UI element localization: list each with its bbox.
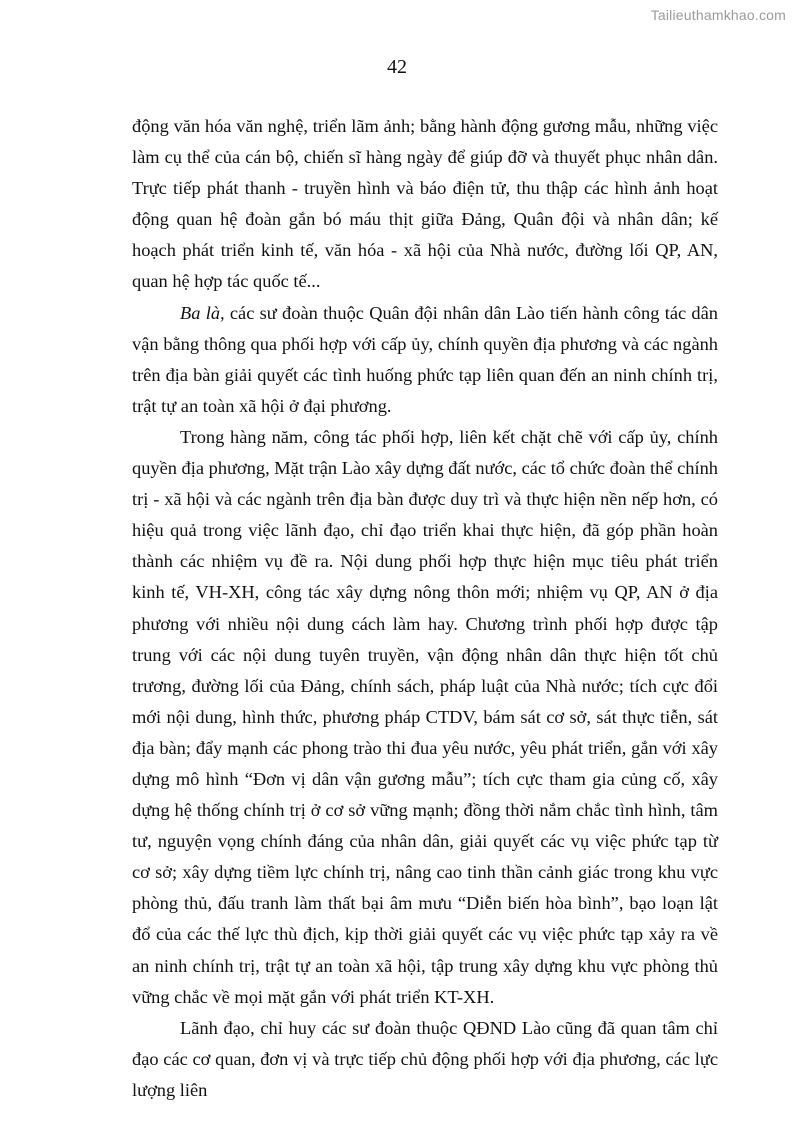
watermark-text: Tailieuthamkhao.com [650, 7, 786, 23]
page-number: 42 [387, 56, 407, 78]
paragraph-3 [132, 422, 718, 1013]
paragraph-2-text: các sư đoàn thuộc Quân đội nhân dân Lào tiến hành công tác dân vận bằng thông qua phối hợp với cấp ủy, chính quyền địa phương và các ngành trên địa bàn giải quyết các tình huống phức tạp liên quan đến an ninh chính trị, trật tự an toàn xã hội ở đại phương. [132, 302, 718, 416]
paragraph-4-text: Lãnh đạo, chỉ huy các sư đoàn thuộc QĐND Lào cũng đã quan tâm chỉ đạo các cơ quan, đơn vị và trực tiếp chủ động phối hợp với địa phương, các lực lượng liên [132, 1017, 718, 1100]
paragraph-4 [132, 1013, 718, 1106]
paragraph-1-text: động văn hóa văn nghệ, triển lãm ảnh; bằng hành động gương mẫu, những việc làm cụ thể của cán bộ, chiến sĩ hàng ngày để giúp đỡ và thuyết phục nhân dân. Trực tiếp phát thanh - truyền hình và báo điện tử, thu thập các hình ảnh hoạt động quan hệ đoàn gắn bó máu thịt giữa Đảng, Quân đội và nhân dân; kế hoạch phát triển kinh tế, văn hóa - xã hội của Nhà nước, đường lối QP, AN, quan hệ hợp tác quốc tế... [132, 116, 718, 292]
paragraph-3-text: Trong hàng năm, công tác phối hợp, liên kết chặt chẽ với cấp ủy, chính quyền địa phương, Mặt trận Lào xây dựng đất nước, các tổ chức đoàn thể chính trị - xã hội và các ngành trên địa bàn được duy trì và thực hiện nền nếp hơn, có hiệu quả trong việc lãnh đạo, chỉ đạo triển khai thực hiện, đã góp phần hoàn thành các nhiệm vụ đề ra. Nội dung phối hợp thực hiện mục tiêu phát triển kinh tế, VH-XH, công tác xây dựng nông thôn mới; nhiệm vụ QP, AN ở địa phương với nhiều nội dung cách làm hay. Chương trình phối hợp được tập trung với các nội dung tuyên truyền, vận động nhân dân thực hiện tốt chủ trương, đường lối của Đảng, chính sách, pháp luật của Nhà nước; tích cực đổi mới nội dung, hình thức, phương pháp CTDV, bám sát cơ sở, sát thực tiễn, sát địa bàn; đẩy mạnh các phong trào thi đua yêu nước, yêu phát triển, gắn với xây dựng mô hình “Đơn vị dân vận gương mẫu”; tích cực tham gia củng cố, xây dựng hệ thống chính trị ở cơ sở vững mạnh; đồng thời nắm chắc tình hình, tâm tư, nguyện vọng chính đáng của nhân dân, giải quyết các vụ việc phức tạp từ cơ sở; xây dựng tiềm lực chính trị, nâng cao tinh thần cảnh giác trong khu vực phòng thủ, đấu tranh làm thất bại âm mưu “Diễn biến hòa bình”, bạo loạn lật đổ của các thế lực thù địch, kịp thời giải quyết các vụ việc phức tạp xảy ra về an ninh chính trị, trật tự an toàn xã hội, tập trung xây dựng khu vực phòng thủ vững chắc về mọi mặt gắn với phát triển KT-XH. [132, 426, 718, 1007]
paragraph-2 [132, 298, 718, 422]
document-body [132, 111, 718, 1106]
paragraph-1 [132, 111, 718, 298]
paragraph-2-lead: Ba là, [180, 302, 225, 323]
